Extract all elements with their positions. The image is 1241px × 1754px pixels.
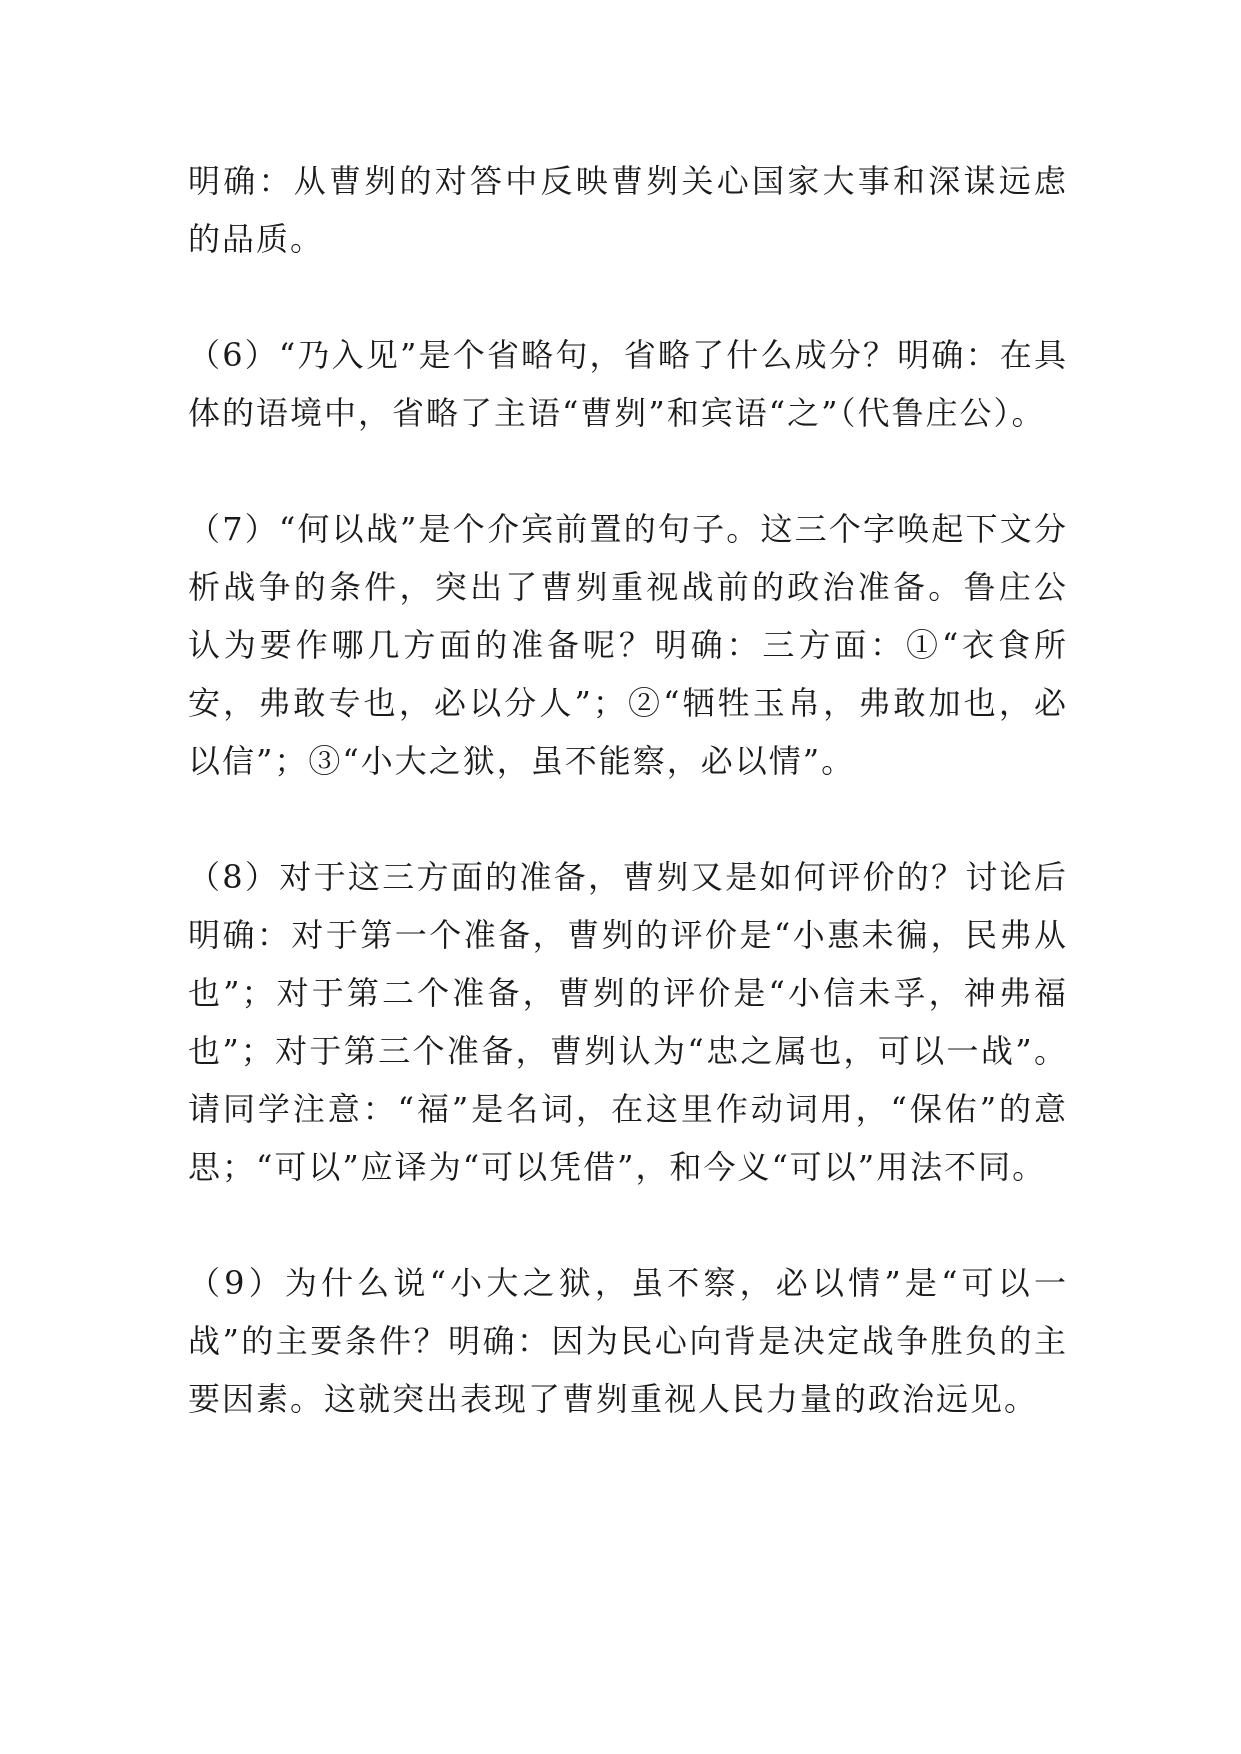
document-body: [188, 152, 1068, 1428]
paragraph-item-6: （6）“乃入见”是个省略句，省略了什么成分？明确：在具体的语境中，省略了主语“曹刿”和宾语“之”（代鲁庄公）。: [188, 336, 1068, 432]
paragraph-conclusion: 明确：从曹刿的对答中反映曹刿关心国家大事和深谋远虑的品质。: [188, 162, 1068, 258]
paragraph-item-9: （9）为什么说“小大之狱，虽不察，必以情”是“可以一战”的主要条件？明确：因为民心向背是决定战争胜负的主要因素。这就突出表现了曹刿重视人民力量的政治远见。: [188, 1264, 1068, 1418]
paragraph-item-8: （8）对于这三方面的准备，曹刿又是如何评价的？讨论后明确：对于第一个准备，曹刿的评价是“小惠未徧，民弗从也”；对于第二个准备，曹刿的评价是“小信未孚，神弗福也”；对于第三个准备，曹刿认为“忠之属也，可以一战”。请同学注意：“福”是名词，在这里作动词用，“保佑”的意思；“可以”应译为“可以凭借”，和今义“可以”用法不同。: [188, 858, 1068, 1186]
paragraph-item-7: （7）“何以战”是个介宾前置的句子。这三个字唤起下文分析战争的条件，突出了曹刿重视战前的政治准备。鲁庄公认为要作哪几方面的准备呢？明确：三方面：①“衣食所安，弗敢专也，必以分人”；②“牺牲玉帛，弗敢加也，必以信”；③“小大之狱，虽不能察，必以情”。: [188, 510, 1068, 780]
paragraph-gap: [188, 790, 1068, 848]
paragraph-gap: [188, 268, 1068, 326]
paragraph-gap: [188, 1196, 1068, 1254]
paragraph-gap: [188, 442, 1068, 500]
